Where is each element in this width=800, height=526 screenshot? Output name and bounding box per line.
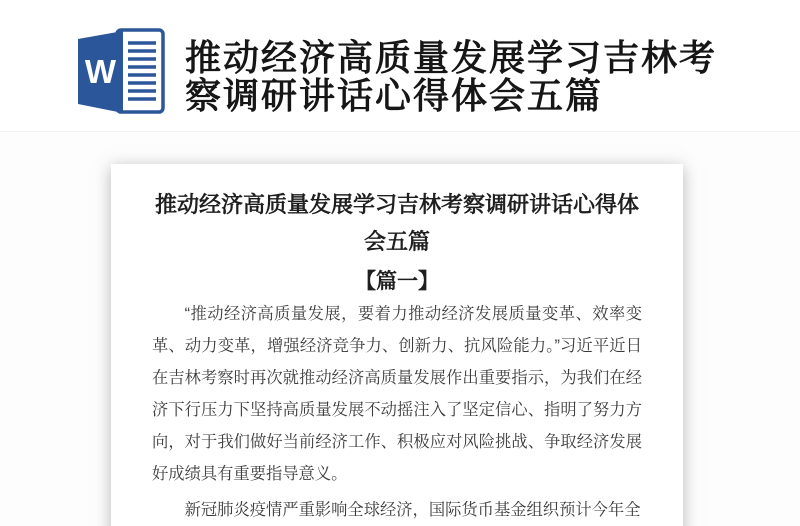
document-title: 推动经济高质量发展学习吉林考察调研讲话心得体会五篇 [154, 192, 639, 254]
file-header [0, 0, 800, 131]
word-icon-graphic [76, 26, 166, 118]
word-file-icon [76, 26, 166, 118]
document-paragraphs [152, 298, 642, 526]
document-page [111, 164, 683, 526]
paragraph: “推动经济高质量发展，要着力推动经济发展质量变革、效率变革、动力变革，增强经济竞争力、创新力、抗风险能力。”习近平近日在吉林考察时再次就推动经济高质量发展作出重要指示，为我们在经济下行压力下坚持高质量发展不动摇注入了坚定信心、指明了努力方向，对于我们做好当前经济工作、积极应对风险挑战、争取经济发展好成绩具有重要指导意义。 [152, 305, 642, 483]
paragraph: 新冠肺炎疫情严重影响全球经济，国际货币基金组织预计今年全 [184, 501, 641, 519]
section-marker: 【篇一】 [355, 270, 439, 293]
preview-area [0, 131, 800, 526]
word-icon-letter: W [84, 53, 117, 90]
file-title-link[interactable]: 推动经济高质量发展学习吉林考察调研讲话心得体会五篇 [185, 37, 718, 116]
